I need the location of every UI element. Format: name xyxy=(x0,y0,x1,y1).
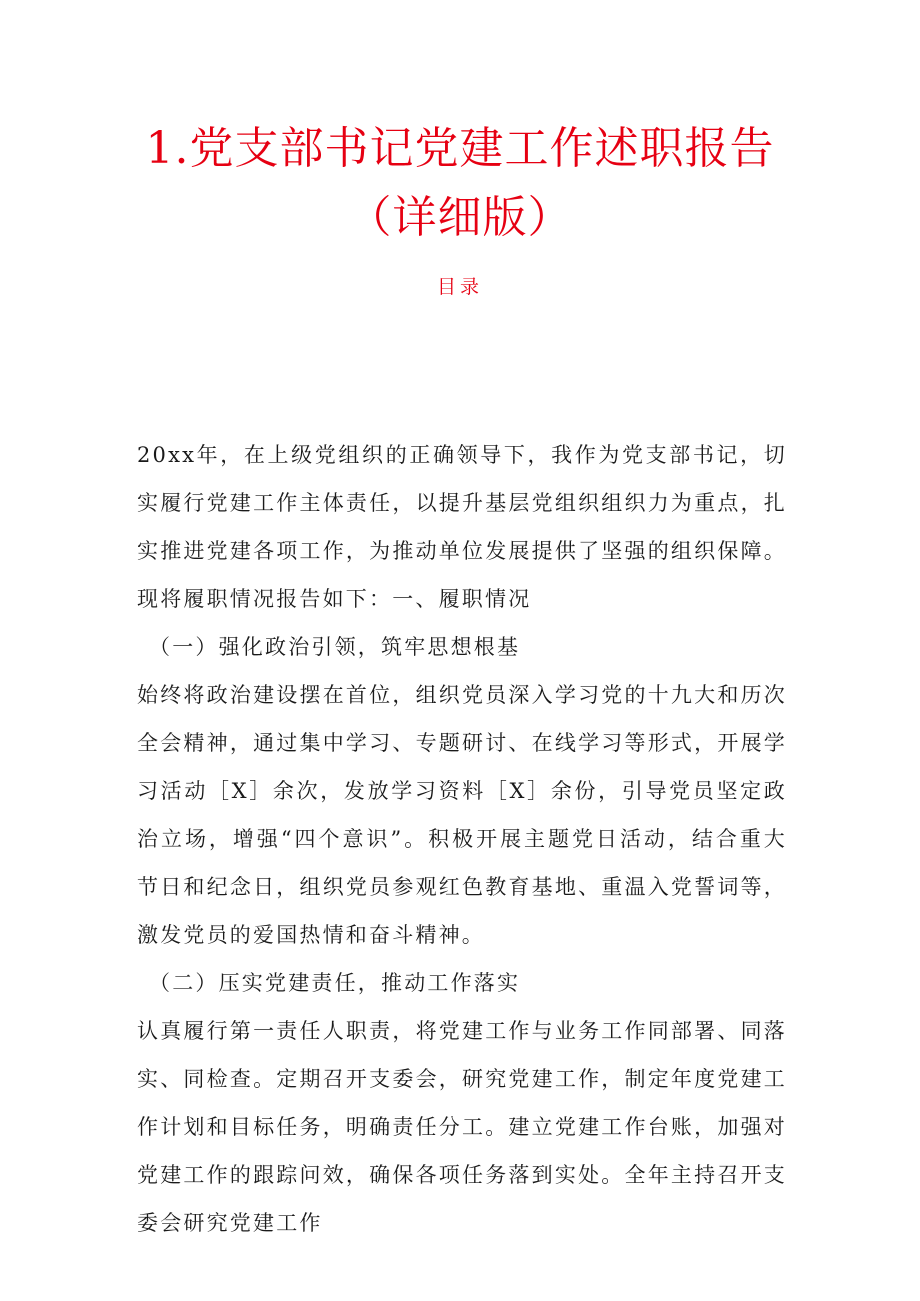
section-heading-2: （二）压实党建责任，推动工作落实 xyxy=(149,971,521,995)
document-subtitle: （详细版） xyxy=(347,192,573,243)
section-heading-1: （一）强化政治引领，筑牢思想根基 xyxy=(149,635,521,659)
paragraph-section-2: 认真履行第一责任人职责，将党建工作与业务工作同部署、同落实、同检查。定期召开支委会，研究党建工作，制定年度党建工作计划和目标任务，明确责任分工。建立党建工作台账，加强对党建工作的跟踪问效，确保各项任务落到实处。全年主持召开支委会研究党建工作 xyxy=(137,1019,787,1235)
document-title: 1.党支部书记党建工作述职报告 xyxy=(145,123,775,174)
paragraph-intro: 20xx年，在上级党组织的正确领导下，我作为党支部书记，切实履行党建工作主体责任，以提升基层党组织组织力为重点，扎实推进党建各项工作，为推动单位发展提供了坚强的组织保障。现将履职情况报告如下：一、履职情况 xyxy=(137,443,787,611)
paragraph-section-1: 始终将政治建设摆在首位，组织党员深入学习党的十九大和历次全会精神，通过集中学习、专题研讨、在线学习等形式，开展学习活动［X］余次，发放学习资料［X］余份，引导党员坚定政治立场，增强“四个意识”。积极开展主题党日活动，结合重大节日和纪念日，组织党员参观红色教育基地、重温入党誓词等，激发党员的爱国热情和奋斗精神。 xyxy=(137,683,787,947)
document-body xyxy=(137,431,787,1247)
toc-label: 目录 xyxy=(436,276,483,298)
